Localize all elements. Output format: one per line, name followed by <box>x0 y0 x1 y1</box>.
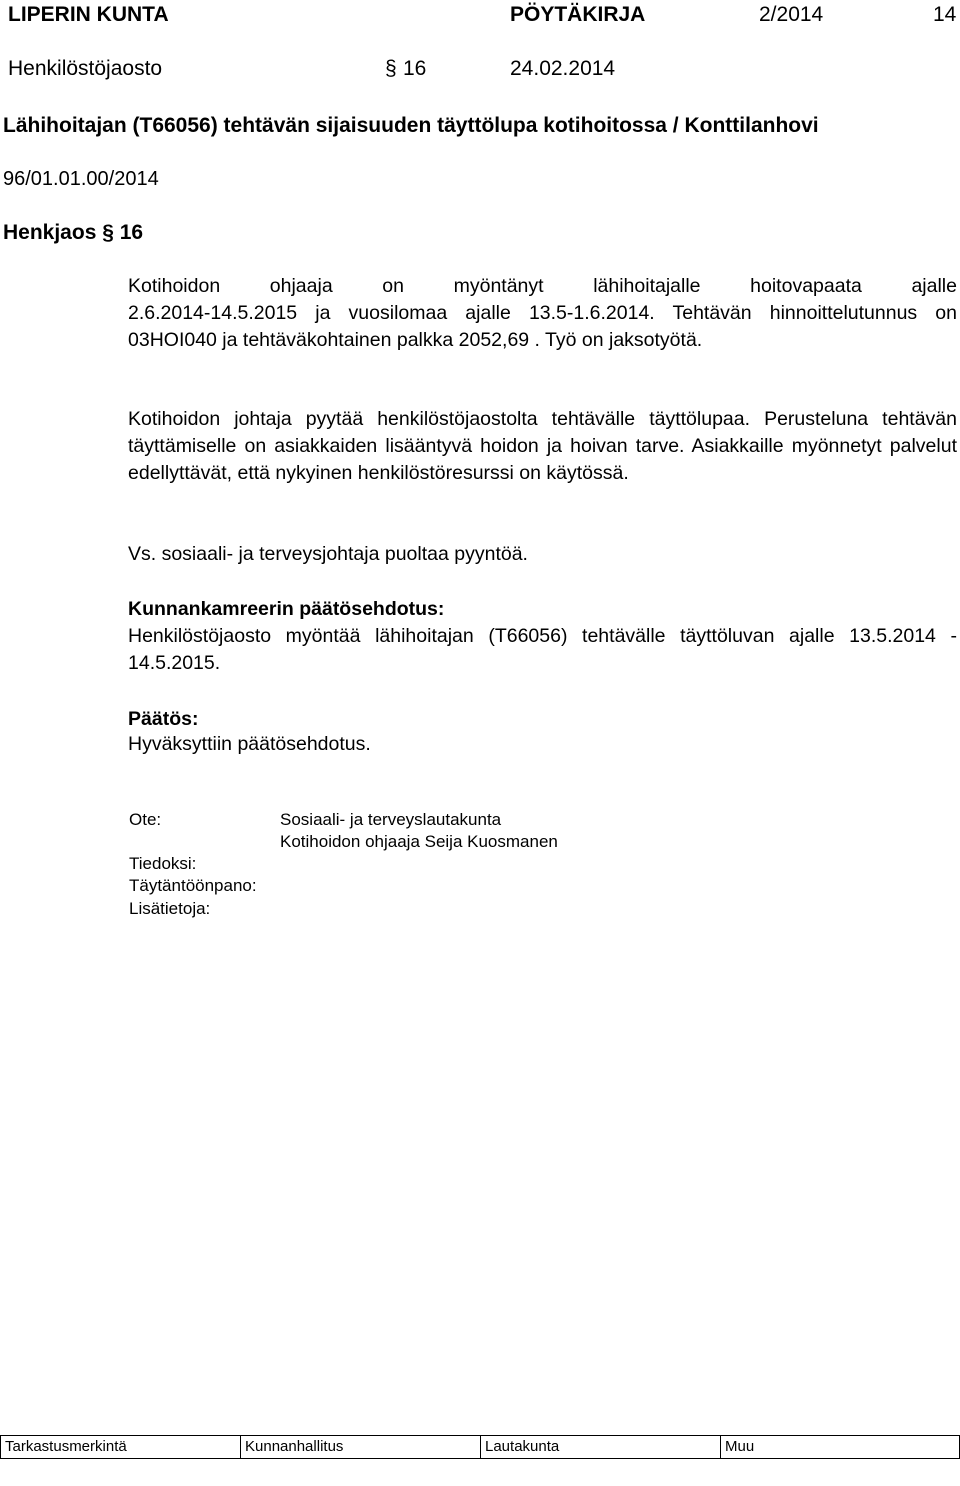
footer-cell-muu: Muu <box>725 1438 755 1455</box>
footer-table <box>0 1435 960 1459</box>
decision-text: Hyväksyttiin päätösehdotus. <box>128 733 371 755</box>
section-symbol: § <box>385 57 397 80</box>
paragraph-3: Vs. sosiaali- ja terveysjohtaja puoltaa pyyntöä. <box>128 543 528 565</box>
ote-label: Ote: <box>129 810 162 829</box>
document-reference: 96/01.01.00/2014 <box>3 168 159 190</box>
tiedoksi-label: Tiedoksi: <box>129 854 197 873</box>
document-type: PÖYTÄKIRJA <box>510 3 646 26</box>
paragraph-1-line-1: Kotihoidon ohjaaja on myöntänyt lähihoitajalle hoitovapaata ajalle <box>128 275 957 297</box>
committee-name: Henkilöstöjaosto <box>8 57 163 80</box>
footer-cell-tarkastusmerkinta: Tarkastusmerkintä <box>1 1436 241 1458</box>
decision-heading: Päätös: <box>128 708 199 730</box>
ote-recipient-2: Kotihoidon ohjaaja Seija Kuosmanen <box>280 832 558 851</box>
taytantoonpano-label: Täytäntöönpano: <box>129 876 257 895</box>
meeting-date: 24.02.2014 <box>510 57 616 80</box>
municipality-name: LIPERIN KUNTA <box>8 3 169 26</box>
paragraph-1-body: 2.6.2014-14.5.2015 ja vuosilomaa ajalle 13.5-1.6.2014. Tehtävän hinnoittelutunnus on 03HOI040 ja tehtäväkohtainen palkka 2052,69 . Työ on jaksotyötä. <box>128 302 957 351</box>
ote-recipient-1: Sosiaali- ja terveyslautakunta <box>280 810 502 829</box>
footer-cell-lautakunta: Lautakunta <box>481 1436 721 1458</box>
page-number: 14 <box>933 3 957 26</box>
proposal-heading: Kunnankamreerin päätösehdotus: <box>128 598 445 620</box>
page-title: Lähihoitajan (T66056) tehtävän sijaisuuden täyttölupa kotihoitossa / Konttilanhovi <box>3 114 819 137</box>
document-number: 2/2014 <box>759 3 824 26</box>
footer-cell-kunnanhallitus: Kunnanhallitus <box>241 1436 481 1458</box>
section-number: 16 <box>403 57 427 80</box>
paragraph-2: Kotihoidon johtaja pyytää henkilöstöjaostolta tehtävälle täyttölupaa. Perusteluna tehtävän täyttämiselle on asiakkaiden lisääntyvä hoidon ja hoivan tarve. Asiakkaille myönnetyt palvelut edellyttävät, että nykyinen henkilöstöresurssi on käytössä. <box>128 408 957 484</box>
section-label: Henkjaos § 16 <box>3 221 144 244</box>
proposal-text: Henkilöstöjaosto myöntää lähihoitajan (T66056) tehtävälle täyttöluvan ajalle 13.5.2014 - 14.5.2015. <box>128 625 957 674</box>
lisatietoja-label: Lisätietoja: <box>129 899 211 918</box>
